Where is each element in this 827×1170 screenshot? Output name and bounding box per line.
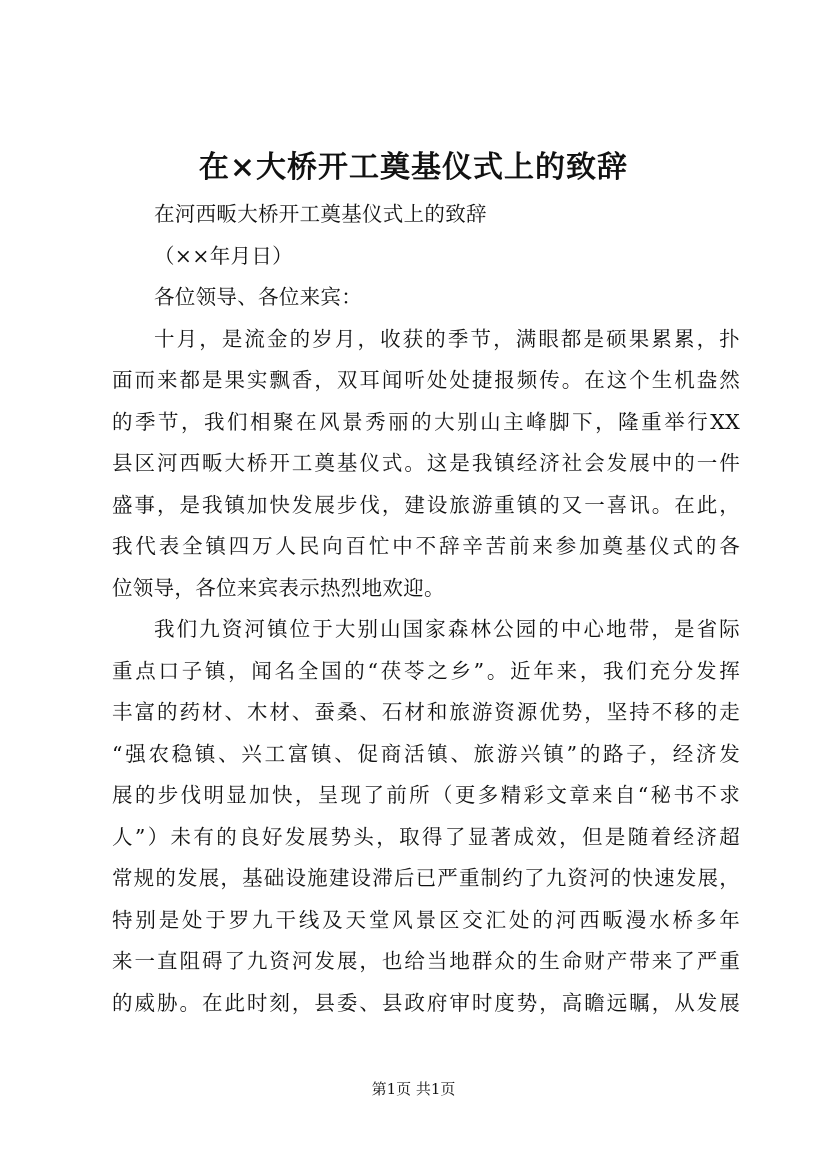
- body-line: 的季节，我们相聚在风景秀丽的大别山主峰脚下，隆重举行XX: [112, 409, 740, 434]
- body-line: 我们九资河镇位于大别山国家森林公园的中心地带，是省际: [154, 617, 740, 641]
- body-line: 位领导，各位来宾表示热烈地欢迎。: [112, 575, 445, 600]
- document-title: 在×大桥开工奠基仪式上的致辞: [198, 150, 629, 185]
- body-line: 特别是处于罗九干线及天堂风景区交汇处的河西畈漫水桥多年: [112, 907, 740, 932]
- body-line: “强农稳镇、兴工富镇、促商活镇、旅游兴镇”的路子，经济发: [112, 741, 740, 766]
- body-line: 展的步伐明显加快，呈现了前所（更多精彩文章来自“秘书不求: [112, 783, 740, 807]
- body-line: 各位领导、各位来宾：: [154, 285, 362, 309]
- body-line: 的威胁。在此时刻，县委、县政府审时度势，高瞻远瞩，从发展: [112, 990, 740, 1015]
- page-footer: 第1页 共1页: [371, 1080, 456, 1098]
- body-line: （××年月日）: [154, 243, 293, 268]
- body-line: 县区河西畈大桥开工奠基仪式。这是我镇经济社会发展中的一件: [112, 451, 740, 475]
- body-line: 丰富的药材、木材、蚕桑、石材和旅游资源优势，坚持不移的走: [112, 700, 740, 724]
- body-line: 在河西畈大桥开工奠基仪式上的致辞: [154, 202, 487, 226]
- body-line: 我代表全镇四万人民向百忙中不辞辛苦前来参加奠基仪式的各: [112, 534, 740, 558]
- body-line: 来一直阻碍了九资河发展，也给当地群众的生命财产带来了严重: [112, 949, 740, 973]
- body-line: 重点口子镇，闻名全国的“茯苓之乡”。近年来，我们充分发挥: [112, 658, 740, 683]
- body-line: 人”）未有的良好发展势头，取得了显著成效，但是随着经济超: [112, 824, 740, 849]
- body-line: 十月，是流金的岁月，收获的季节，满眼都是硕果累累，扑: [154, 326, 740, 351]
- body-line: 面而来都是果实飘香，双耳闻听处处捷报频传。在这个生机盎然: [112, 368, 740, 392]
- body-line: 常规的发展，基础设施建设滞后已严重制约了九资河的快速发展，: [112, 866, 740, 890]
- document-body: [112, 194, 740, 1024]
- body-line: 盛事，是我镇加快发展步伐，建设旅游重镇的又一喜讯。在此，: [112, 492, 740, 517]
